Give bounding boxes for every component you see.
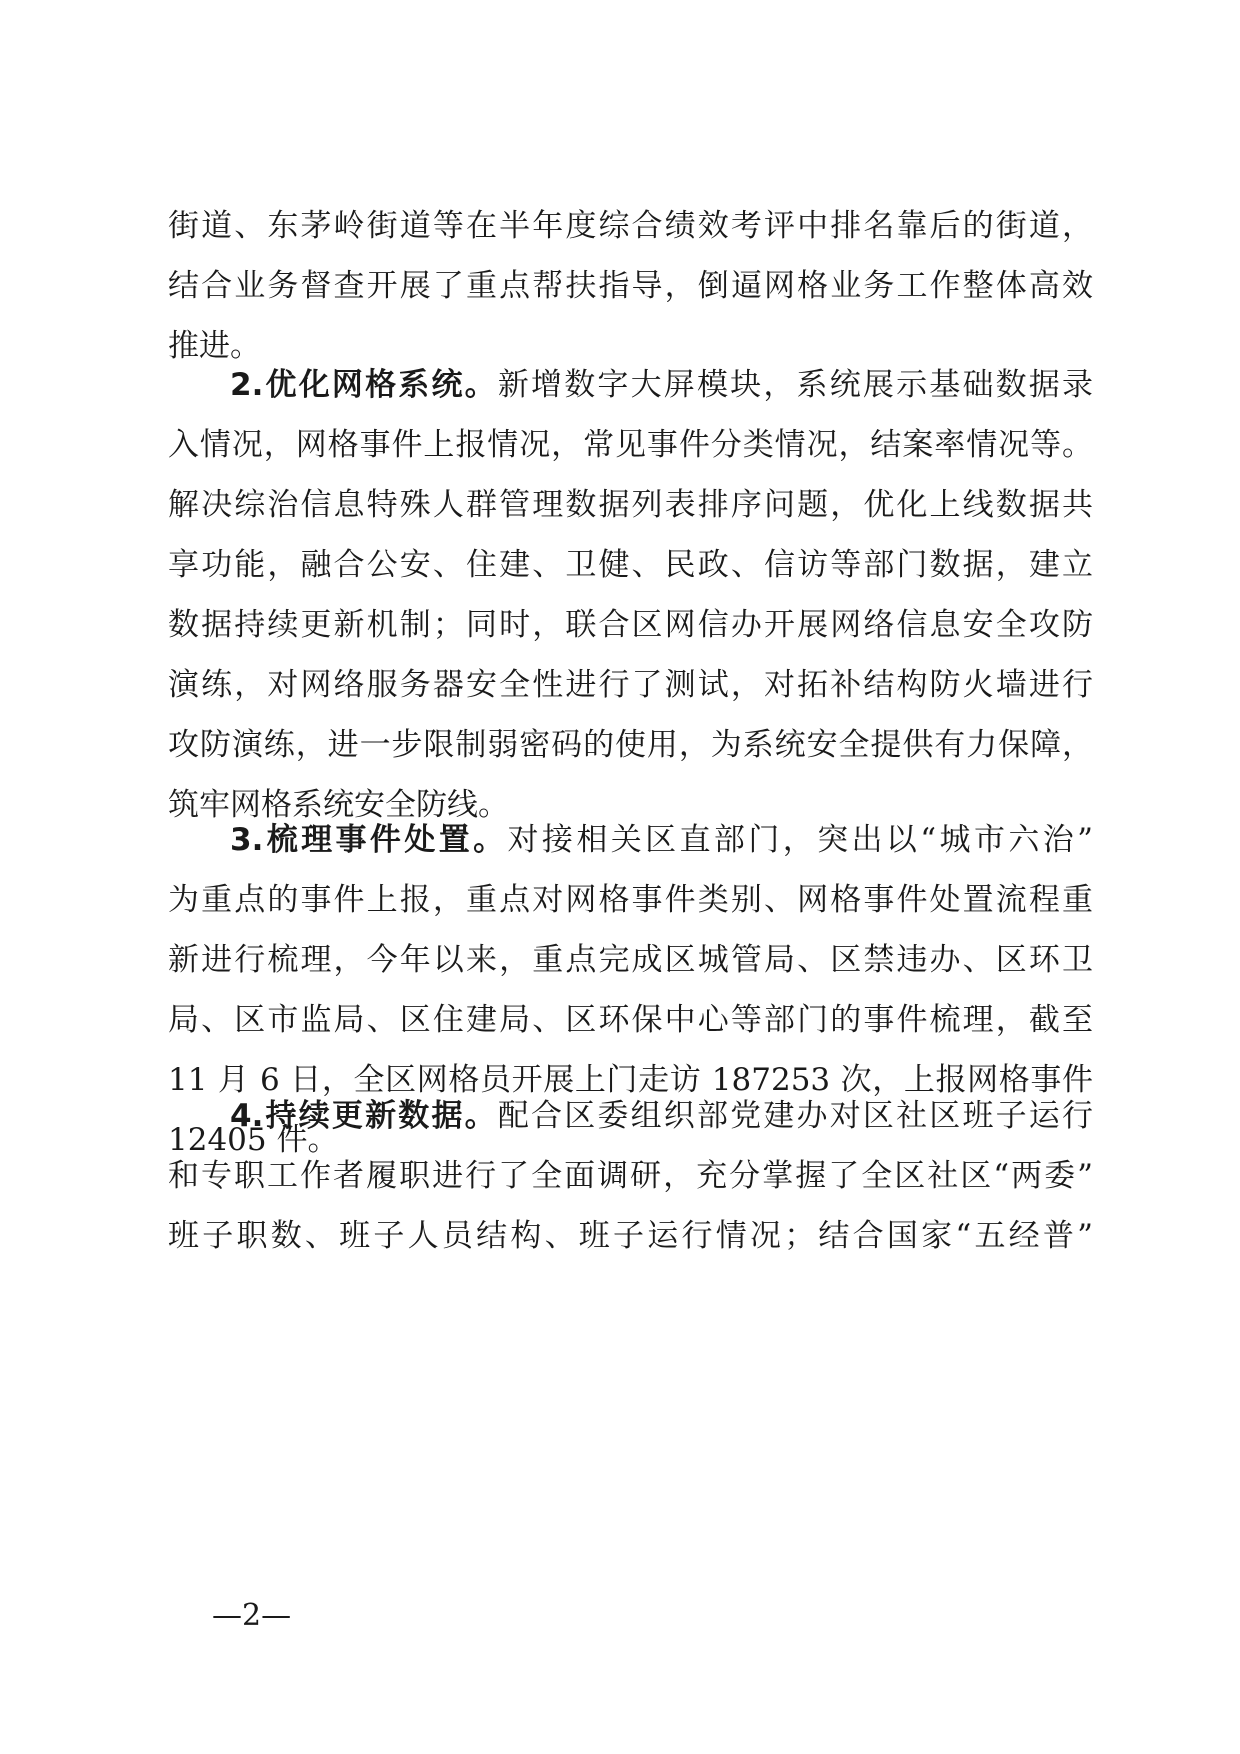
paragraph-heading: 2.优化网格系统。 [230, 367, 498, 403]
body-line: 解决综治信息特殊人群管理数据列表排序问题，优化上线数据共 [168, 487, 1093, 523]
body-line: 享功能，融合公安、住建、卫健、民政、信访等部门数据，建立 [168, 547, 1093, 583]
body-text: 配合区委组织部党建办对区社区班子运行 [497, 1098, 1093, 1134]
body-line [168, 1086, 1093, 1146]
paragraph-optimize-grid-system [168, 355, 1093, 835]
body-line: 局、区市监局、区住建局、区环保中心等部门的事件梳理，截至 [168, 1002, 1093, 1038]
body-text: 新增数字大屏模块，系统展示基础数据录 [497, 367, 1093, 403]
paragraph-continuation [168, 196, 1093, 376]
body-line: 攻防演练，进一步限制弱密码的使用，为系统安全提供有力保障， [168, 727, 1093, 763]
body-line: 班子职数、班子人员结构、班子运行情况；结合国家“五经普” [168, 1218, 1093, 1254]
body-line: 为重点的事件上报，重点对网格事件类别、网格事件处置流程重 [168, 882, 1093, 918]
body-line: 入情况，网格事件上报情况，常见事件分类情况，结案率情况等。 [168, 427, 1093, 463]
body-line: 演练，对网络服务器安全性进行了测试，对拓补结构防火墙进行 [168, 667, 1093, 703]
body-line: 和专职工作者履职进行了全面调研，充分掌握了全区社区“两委” [168, 1158, 1093, 1194]
body-text: 对接相关区直部门，突出以“城市六治” [507, 822, 1093, 858]
body-line [168, 810, 1093, 870]
page-number: —2— [212, 1598, 292, 1633]
body-line [168, 355, 1093, 415]
body-line: 街道、东茅岭街道等在半年度综合绩效考评中排名靠后的街道， [168, 208, 1093, 244]
paragraph-data-update [168, 1086, 1093, 1266]
body-line: 11 月 6 日，全区网格员开展上门走访 187253 次，上报网格事件 [168, 1062, 1093, 1098]
body-line: 数据持续更新机制；同时，联合区网信办开展网络信息安全攻防 [168, 607, 1093, 643]
body-line: 推进。 [168, 328, 261, 364]
paragraph-heading: 3.梳理事件处置。 [230, 822, 508, 858]
body-line: 结合业务督查开展了重点帮扶指导，倒逼网格业务工作整体高效 [168, 268, 1093, 304]
body-line: 筑牢网格系统安全防线。 [168, 787, 509, 823]
body-line: 12405 件。 [168, 1122, 339, 1158]
body-line: 新进行梳理，今年以来，重点完成区城管局、区禁违办、区环卫 [168, 942, 1093, 978]
paragraph-heading: 4.持续更新数据。 [230, 1098, 498, 1134]
